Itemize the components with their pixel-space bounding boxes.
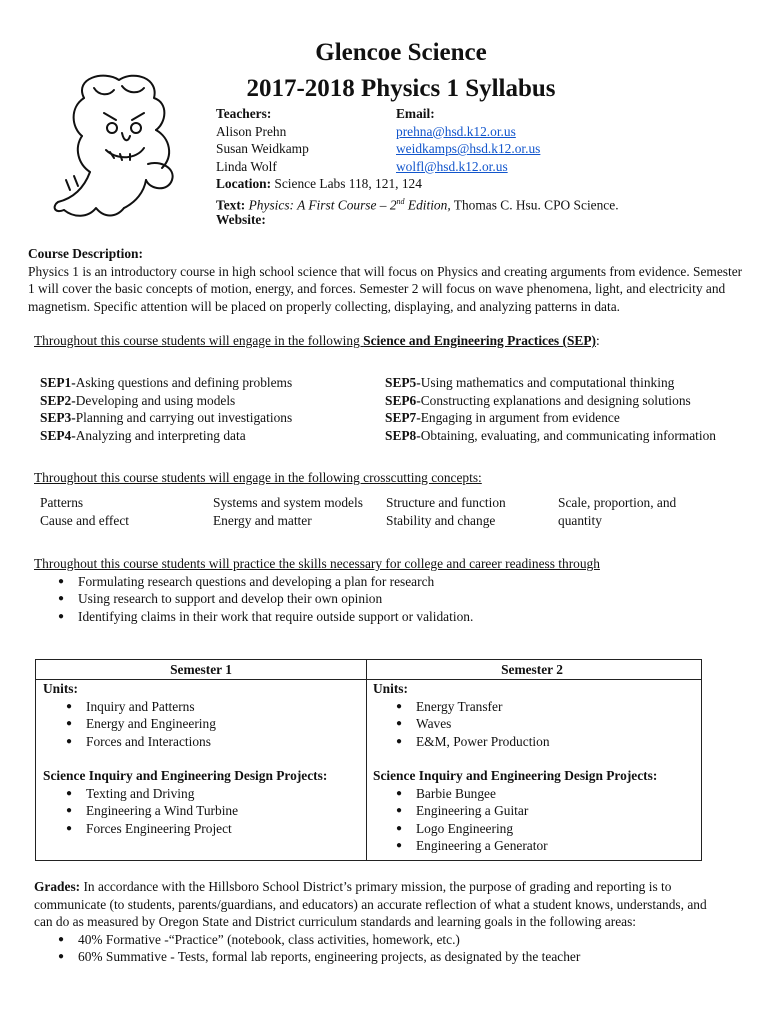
list-item: ● Forces Engineering Project xyxy=(66,820,327,838)
concept: Patterns xyxy=(40,495,84,510)
list-item: ● Texting and Driving xyxy=(66,785,327,803)
crosscutting-intro xyxy=(34,469,749,487)
list-item: ● Using research to support and develop their own opinion xyxy=(58,590,749,608)
text-label: Text: xyxy=(216,197,246,213)
semester-table xyxy=(35,659,702,861)
sep-right-column xyxy=(385,374,716,444)
crosscutting-column xyxy=(558,494,698,529)
sep-item xyxy=(385,392,716,410)
sep-text: Developing and using models xyxy=(75,392,236,408)
crosscutting-column xyxy=(386,494,554,529)
semester-2-units xyxy=(373,680,550,750)
location-label: Location: xyxy=(216,176,272,192)
sep-code: SEP2- xyxy=(40,392,76,408)
sep-text: Engaging in argument from evidence xyxy=(420,410,620,426)
course-description-heading: Course Description: xyxy=(28,246,143,261)
sep-text: Asking questions and defining problems xyxy=(75,375,293,390)
list-item: ● Barbie Bungee xyxy=(396,785,657,803)
sep-text: Analyzing and interpreting data xyxy=(75,427,246,443)
list-item: ● Identifying claims in their work that require outside support or validation. xyxy=(58,608,749,626)
list-item: ● Formulating research questions and developing a plan for research xyxy=(58,573,749,591)
sep-item xyxy=(385,409,716,427)
email-label: Email: xyxy=(396,106,435,121)
sep-item xyxy=(40,374,292,392)
list-item: ● Engineering a Generator xyxy=(396,837,657,855)
website-label: Website: xyxy=(216,211,266,227)
course-description-body: Physics 1 is an introductory course in high school science that will focus on Physics and creating arguments from evidence. Semester 1 will cover the basic concepts of motion, energy, and forces. Semester 2 will focus on wave phenomena, light, and electricity and magnetism. Specific attention will be placed on properly collecting, displaying, and analyzing patterns in data. xyxy=(28,263,743,314)
teacher-email-link[interactable]: weidkamps@hsd.k12.or.us xyxy=(396,141,541,157)
sep-code: SEP8- xyxy=(385,427,421,443)
concept: Scale, proportion, and quantity xyxy=(558,495,677,528)
sep-code: SEP1- xyxy=(40,375,76,390)
sep-left-column xyxy=(40,374,292,444)
semester-2-projects xyxy=(373,767,657,855)
sep-code: SEP7- xyxy=(385,410,421,426)
list-item: ● Forces and Interactions xyxy=(66,733,216,751)
teacher-email-link[interactable]: prehna@hsd.k12.or.us xyxy=(396,123,516,139)
projects-label: Science Inquiry and Engineering Design Projects: xyxy=(373,768,658,783)
grades-section xyxy=(34,878,724,966)
document-subtitle: 2017-2018 Physics 1 Syllabus xyxy=(246,75,556,102)
sep-intro xyxy=(34,332,749,350)
sep-code: SEP5- xyxy=(385,375,421,390)
units-label: Units: xyxy=(373,681,408,696)
crosscutting-concepts xyxy=(40,494,740,534)
list-item: ● E&M, Power Production xyxy=(396,733,550,751)
grades-body: In accordance with the Hillsboro School District’s primary mission, the purpose of grading and reporting is to communicate (to students, parents/guardians, and educators) an accurate reflection of what a student knows, understands, and can do as measured by Oregon State and District curriculum standards and learning goals in the following areas: xyxy=(34,879,707,930)
semester-1-header: Semester 1 xyxy=(170,662,232,677)
concept: Stability and change xyxy=(386,512,496,528)
list-item: ● Inquiry and Patterns xyxy=(66,698,216,716)
sep-code: SEP4- xyxy=(40,427,76,443)
list-item: ● Engineering a Wind Turbine xyxy=(66,802,327,820)
sep-text: Obtaining, evaluating, and communicating information xyxy=(420,427,716,443)
teacher-name: Linda Wolf xyxy=(216,158,277,174)
list-item: ● Energy Transfer xyxy=(396,698,550,716)
crosscutting-intro-text: Throughout this course students will engage in the following crosscutting concepts: xyxy=(34,470,482,485)
teachers-label: Teachers: xyxy=(216,106,272,121)
sep-intro-end: : xyxy=(595,333,600,348)
sep-item xyxy=(385,427,716,445)
readiness-section xyxy=(34,555,749,625)
sep-text: Using mathematics and computational thinking xyxy=(420,375,675,390)
textbook-title: Physics: A First Course – 2 xyxy=(248,197,397,213)
crosscutting-column xyxy=(213,494,381,529)
sep-item xyxy=(40,392,292,410)
concept: Systems and system models xyxy=(213,495,363,510)
list-item: ● Energy and Engineering xyxy=(66,715,216,733)
sep-code: SEP3- xyxy=(40,410,76,426)
sep-text: Constructing explanations and designing solutions xyxy=(420,392,691,408)
readiness-list xyxy=(58,573,749,626)
table-divider xyxy=(366,660,367,860)
sep-item xyxy=(40,427,292,445)
units-label: Units: xyxy=(43,681,78,696)
teacher-name: Alison Prehn xyxy=(216,123,287,139)
textbook-line xyxy=(216,193,666,211)
edition-superscript: nd xyxy=(396,196,405,206)
list-item: ● 60% Summative - Tests, formal lab reports, engineering projects, as designated by the teacher xyxy=(58,948,724,966)
teacher-name: Susan Weidkamp xyxy=(216,141,309,157)
sep-item xyxy=(385,374,716,392)
sep-intro-bold: Science and Engineering Practices (SEP) xyxy=(363,333,596,348)
concept: Structure and function xyxy=(386,495,506,510)
list-item: ● Engineering a Guitar xyxy=(396,802,657,820)
semester-1-projects xyxy=(43,767,327,837)
list-item: ● Waves xyxy=(396,715,550,733)
textbook-author: Thomas C. Hsu. CPO Science. xyxy=(450,197,619,213)
staff-info xyxy=(216,105,666,228)
sep-item xyxy=(40,409,292,427)
concept: Energy and matter xyxy=(213,512,312,528)
textbook-edition: Edition, xyxy=(404,197,451,213)
sep-list xyxy=(40,374,740,446)
list-item: ● 40% Formative -“Practice” (notebook, class activities, homework, etc.) xyxy=(58,931,724,949)
grades-list xyxy=(58,931,724,966)
projects-label: Science Inquiry and Engineering Design Projects: xyxy=(43,768,328,783)
concept: Cause and effect xyxy=(40,512,129,528)
crosscutting-column xyxy=(40,494,208,529)
sep-intro-text: Throughout this course students will engage in the following xyxy=(34,333,364,348)
semester-2-header: Semester 2 xyxy=(501,662,563,677)
sep-code: SEP6- xyxy=(385,392,421,408)
sep-text: Planning and carrying out investigations xyxy=(75,410,293,426)
course-description xyxy=(28,245,743,315)
readiness-intro: Throughout this course students will practice the skills necessary for college and career readiness through xyxy=(34,556,600,571)
document-title: Glencoe Science xyxy=(315,39,487,66)
teacher-email-link[interactable]: wolfl@hsd.k12.or.us xyxy=(396,158,508,174)
grades-label: Grades: xyxy=(34,879,81,894)
list-item: ● Logo Engineering xyxy=(396,820,657,838)
mascot-illustration xyxy=(44,68,184,228)
semester-1-units xyxy=(43,680,216,750)
location-value: Science Labs 118, 121, 124 xyxy=(274,176,422,192)
